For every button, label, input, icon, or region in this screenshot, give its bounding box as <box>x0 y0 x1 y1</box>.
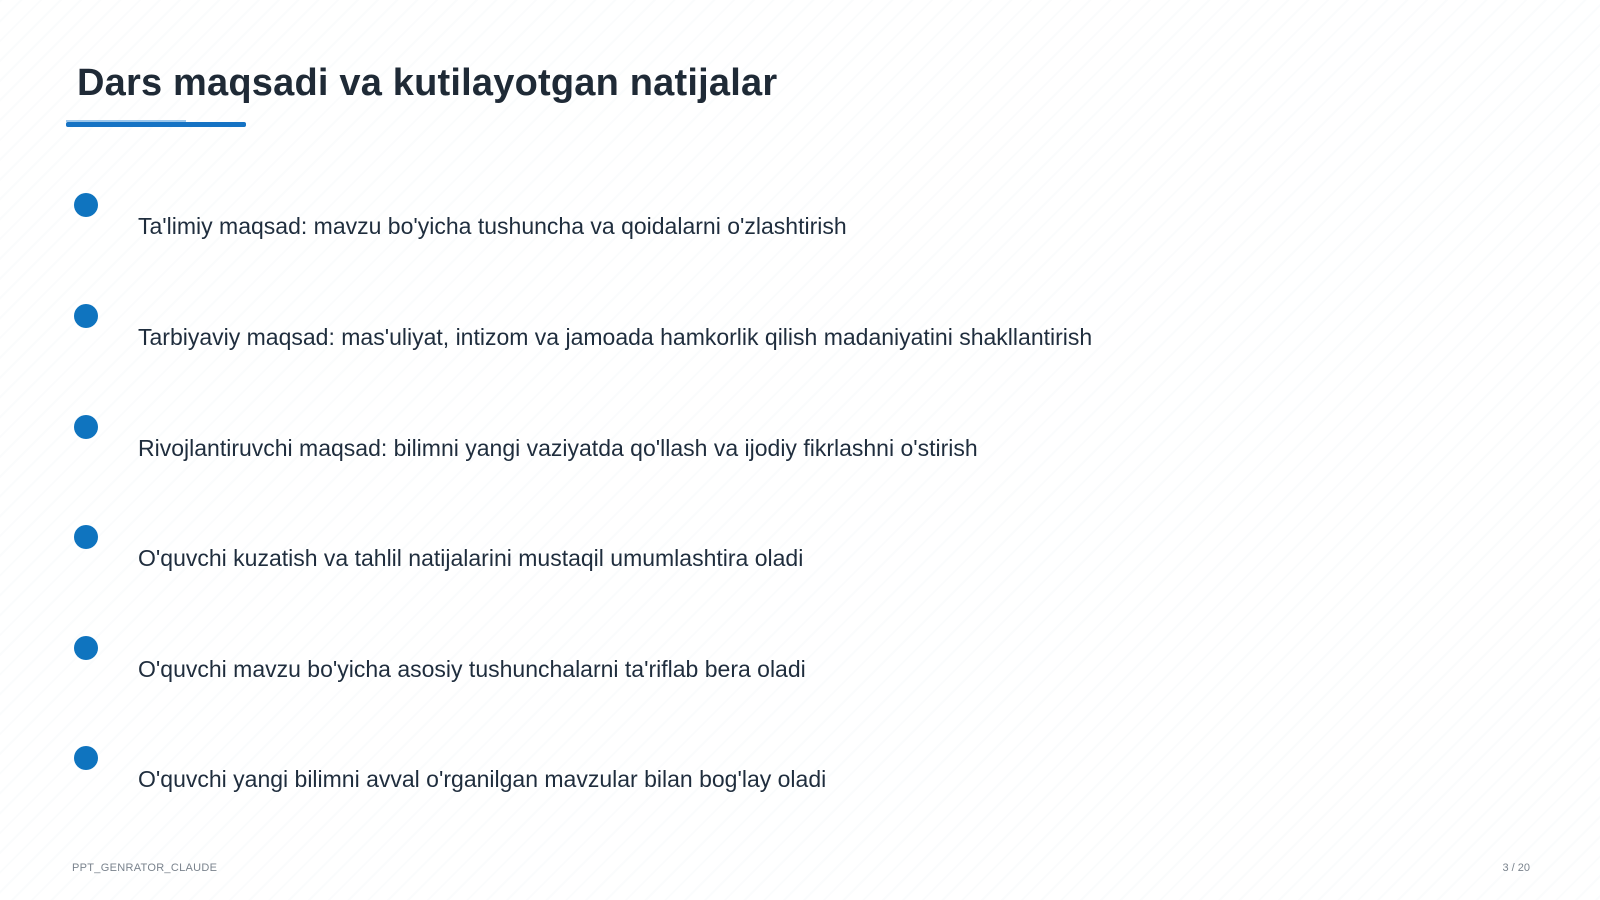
footer-source: PPT_GENRATOR_CLAUDE <box>72 862 218 874</box>
page-number: 3 / 20 <box>1502 862 1530 874</box>
title-underline <box>66 122 246 127</box>
list-item <box>0 525 1400 585</box>
bullet-dot-icon <box>74 193 98 217</box>
bullet-dot-icon <box>74 304 98 328</box>
list-item <box>0 193 1400 253</box>
bullet-dot-icon <box>74 746 98 770</box>
bullet-text: Tarbiyaviy maqsad: mas'uliyat, intizom va jamoada hamkorlik qilish madaniyatini shakllantirish <box>138 324 1093 350</box>
bullet-text: O'quvchi kuzatish va tahlil natijalarini mustaqil umumlashtira oladi <box>138 545 804 571</box>
bullet-text: Ta'limiy maqsad: mavzu bo'yicha tushuncha va qoidalarni o'zlashtirish <box>138 213 847 239</box>
list-item <box>0 415 1400 475</box>
list-item <box>0 636 1400 696</box>
bullet-dot-icon <box>74 525 98 549</box>
list-item <box>0 304 1400 364</box>
bullet-text: Rivojlantiruvchi maqsad: bilimni yangi vaziyatda qo'llash va ijodiy fikrlashni o'stirish <box>138 435 978 461</box>
list-item <box>0 746 1400 806</box>
bullet-text: O'quvchi mavzu bo'yicha asosiy tushunchalarni ta'riflab bera oladi <box>138 656 806 682</box>
bullet-dot-icon <box>74 636 98 660</box>
bullet-text: O'quvchi yangi bilimni avval o'rganilgan mavzular bilan bog'lay oladi <box>138 766 827 792</box>
slide-title: Dars maqsadi va kutilayotgan natijalar <box>77 62 778 104</box>
bullet-dot-icon <box>74 415 98 439</box>
